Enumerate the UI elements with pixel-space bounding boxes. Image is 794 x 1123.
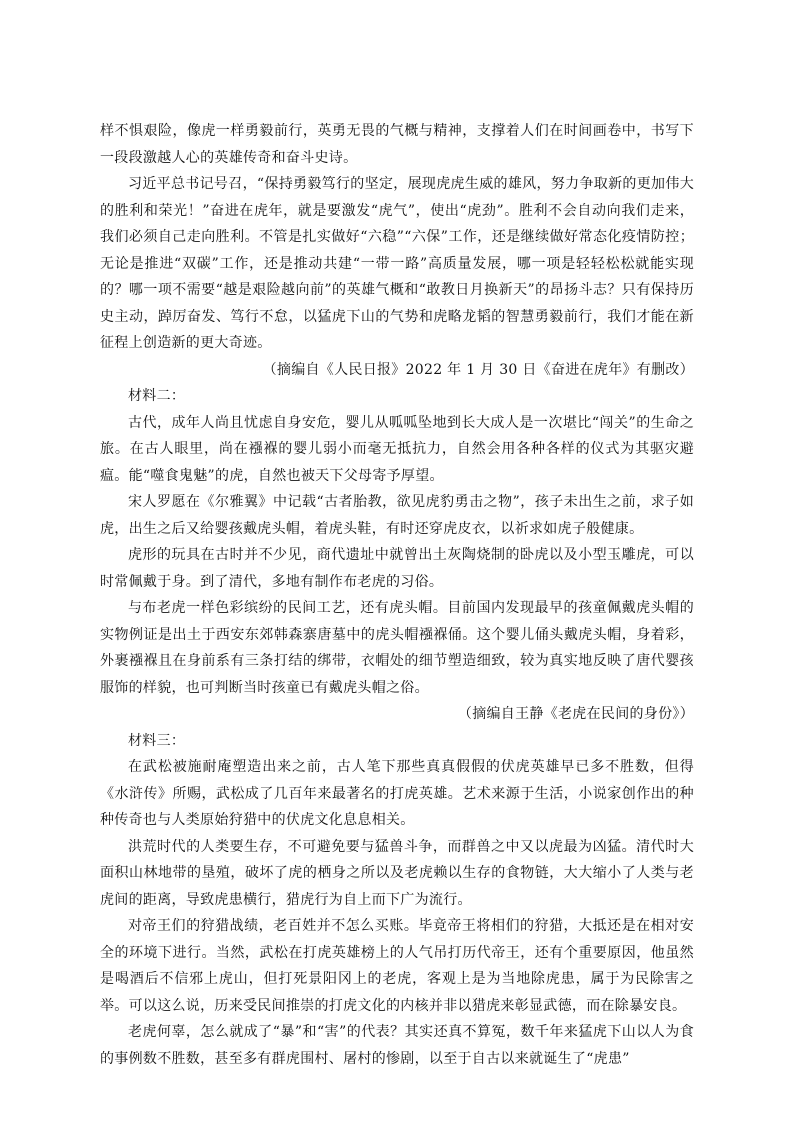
paragraph-1: 样不惧艰险，像虎一样勇毅前行，英勇无畏的气概与精神，支撑着人们在时间画卷中，书写下一段段激越人心的英雄传奇和奋斗史诗。 bbox=[100, 123, 694, 166]
paragraph-3: 古代，成年人尚且忧虑自身安危，婴儿从呱呱坠地到长大成人是一次堪比“闯关”的生命之旅。在古人眼里，尚在襁褓的婴儿弱小而毫无抵抗力，自然会用各种各样的仪式为其驱灾避瘟。能“噬食鬼魅”的虎，自然也被天下父母寄予厚望。 bbox=[100, 414, 694, 484]
paragraph-6: 与布老虎一样色彩缤纷的民间工艺，还有虎头帽。目前国内发现最早的孩童佩戴虎头帽的实物例证是出土于西安东郊韩森寨唐墓中的虎头帽襁褓俑。这个婴儿俑头戴虎头帽，身着彩，外裹襁褓且在身前系有三条打结的绑带，衣帽处的细节塑造细致，较为真实地反映了唐代婴孩服饰的样貌，也可判断当时孩童已有戴虎头帽之俗。 bbox=[100, 600, 694, 696]
material-two-heading: 材料二： bbox=[128, 388, 186, 404]
paragraph-10: 老虎何辜，怎么就成了“暴”和“害”的代表？其实还真不算冤，数千年来猛虎下山以人为食的事例数不胜数，甚至多有群虎围村、屠村的惨剧，以至于自古以来就诞生了“虎患” bbox=[100, 1024, 694, 1067]
paragraph-9: 对帝王们的狩猎战绩，老百姓并不怎么买账。毕竟帝王将相们的狩猎，大抵还是在相对安全的环境下进行。当然，武松在打虎英雄榜上的人气吊打历代帝王，还有个重要原因，他虽然是喝酒后不信邪上虎山，但打死景阳冈上的老虎，客观上是为当地除虎患，属于为民除害之举。可以这么说，历来受民间推崇的打虎文化的内核并非以猎虎来彰显武德，而在除暴安良。 bbox=[100, 918, 694, 1014]
paragraph-2: 习近平总书记号召，“保持勇毅笃行的坚定，展现虎虎生威的雄风，努力争取新的更加伟大的胜利和荣光！”奋进在虎年，就是要激发“虎气”，使出“虎劲”。胜利不会自动向我们走来，我们必须自己走向胜利。不管是扎实做好“六稳”“六保”工作，还是继续做好常态化疫情防控；无论是推进“双碳”工作，还是推动共建“一带一路”高质量发展，哪一项是轻轻松松就能实现的？哪一项不需要“越是艰险越向前”的英雄气概和“敢教日月换新天”的昂扬斗志？只有保持历史主动，踔厉奋发、笃行不怠，以猛虎下山的气势和虎略龙韬的智慧勇毅前行，我们才能在新征程上创造新的更大奇迹。 bbox=[100, 176, 694, 351]
paragraph-8: 洪荒时代的人类要生存，不可避免要与猛兽斗争，而群兽之中又以虎最为凶猛。清代时大面积山林地带的垦殖，破坏了虎的栖身之所以及老虎赖以生存的食物链，大大缩小了人类与老虎间的距离，导致虎患横行，猎虎行为自上而下广为流行。 bbox=[100, 838, 694, 908]
material-three-heading: 材料三： bbox=[128, 732, 186, 749]
paragraph-4: 宋人罗愿在《尔雅翼》中记载“古者胎教，欲见虎豹勇击之物”，孩子未出生之前，求子如虎，出生之后又给婴孩戴虎头帽，着虎头鞋，有时还穿虎皮衣，以祈求如虎子般健康。 bbox=[100, 494, 694, 537]
source-citation-2: （摘编自王静《老虎在民间的身份》） bbox=[457, 706, 694, 722]
paragraph-7: 在武松被施耐庵塑造出来之前，古人笔下那些真真假假的伏虎英雄早已多不胜数，但得《水浒传》所赐，武松成了几百年来最著名的打虎英雄。艺术来源于生活，小说家创作出的种种传奇也与人类原始狩猎中的伏虎文化息息相关。 bbox=[100, 759, 694, 828]
document-page bbox=[100, 118, 694, 1072]
paragraph-5: 虎形的玩具在古时并不少见，商代遗址中就曾出土灰陶烧制的卧虎以及小型玉雕虎，可以时常佩戴于身。到了清代，多地有制作布老虎的习俗。 bbox=[100, 547, 694, 590]
source-citation-1: （摘编自《人民日报》2022 年 1 月 30 日《奋进在虎年》有删改） bbox=[262, 361, 694, 378]
